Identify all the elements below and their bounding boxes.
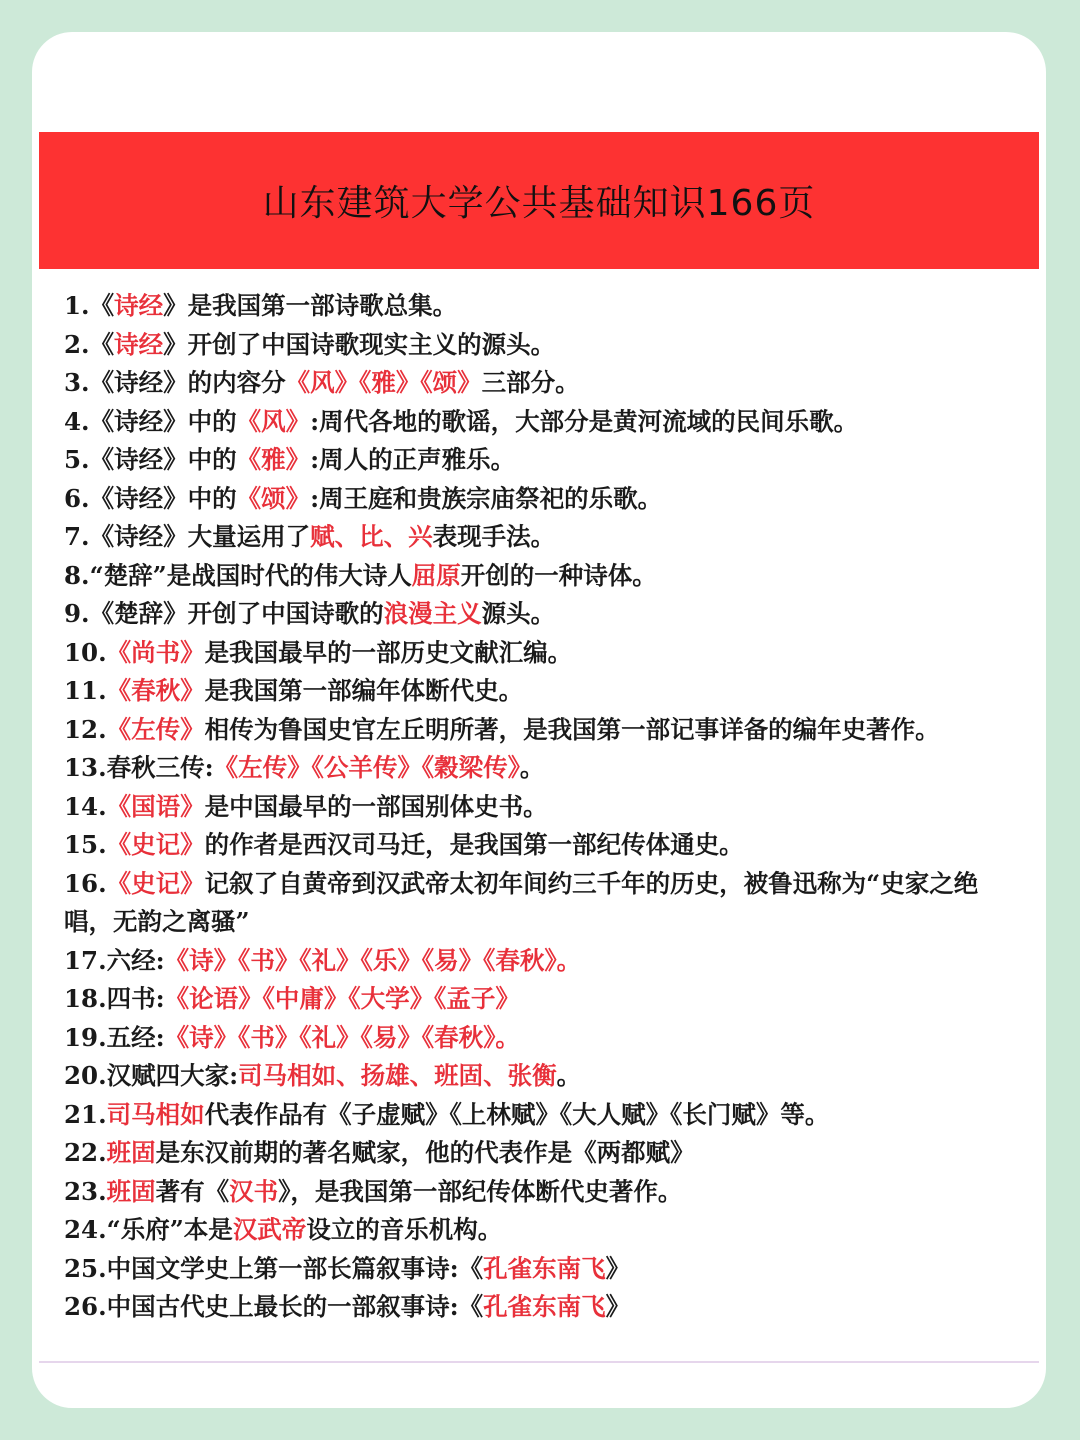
- item-text: 2.《: [64, 329, 115, 359]
- item-text: 代表作品有《子虚赋》《上林赋》《大人赋》《长门赋》等。: [204, 1099, 830, 1129]
- item-text: 》开创了中国诗歌现实主义的源头。: [163, 329, 556, 359]
- list-item: [64, 749, 1004, 788]
- item-text: 10.: [64, 637, 107, 667]
- item-text: 25.中国文学史上第一部长篇叙事诗:《: [64, 1253, 484, 1283]
- item-text: 1.《: [64, 291, 115, 320]
- highlight-text: 屈原: [411, 560, 461, 590]
- item-text: 7.《诗经》大量运用了: [64, 522, 311, 551]
- item-text: 5.《诗经》中的: [64, 445, 237, 474]
- item-text: 8.“楚辞”是战国时代的伟大诗人: [64, 560, 412, 590]
- item-text: 是我国最早的一部历史文献汇编。: [204, 637, 573, 667]
- highlight-text: 《国语》: [106, 791, 205, 821]
- list-item: [64, 480, 1004, 519]
- highlight-text: 班固: [106, 1176, 156, 1206]
- highlight-text: 《诗》《书》《礼》《易》《春秋》。: [164, 1022, 520, 1052]
- item-text: 12.: [64, 714, 107, 744]
- list-item: [64, 403, 1004, 442]
- item-text: 》: [605, 1253, 631, 1283]
- item-text: 是中国最早的一部国别体史书。: [204, 791, 548, 821]
- item-text: 4.《诗经》中的: [64, 406, 237, 436]
- highlight-text: 《雅》: [236, 445, 311, 474]
- list-item: [64, 1250, 1004, 1289]
- item-text: 三部分。: [481, 368, 580, 397]
- list-item: [64, 1173, 1004, 1212]
- content-card: [32, 32, 1046, 1408]
- knowledge-list: [64, 287, 1004, 1327]
- list-item: [64, 1134, 1004, 1173]
- list-item: [64, 634, 1004, 673]
- item-text: 9.《楚辞》开创了中国诗歌的: [64, 599, 384, 628]
- page-title: 山东建筑大学公共基础知识166页: [262, 183, 816, 224]
- item-text: 22.: [64, 1138, 107, 1167]
- highlight-text: 赋、比、兴: [310, 522, 433, 551]
- highlight-text: 《风》: [236, 406, 311, 436]
- item-text: 6.《诗经》中的: [64, 483, 237, 513]
- list-item: [64, 788, 1004, 827]
- item-text: 19.五经:: [64, 1022, 165, 1052]
- bottom-divider: [39, 1361, 1039, 1363]
- highlight-text: 《春秋》: [106, 676, 205, 705]
- item-text: 是东汉前期的著名赋家，他的代表作是《两都赋》: [155, 1138, 695, 1167]
- list-item: [64, 595, 1004, 634]
- highlight-text: 浪漫主义: [383, 599, 482, 628]
- item-text: :周代各地的歌谣，大部分是黄河流域的民间乐歌。: [310, 406, 859, 436]
- highlight-text: 司马相如、扬雄、班固、张衡: [238, 1061, 557, 1090]
- item-text: 26.中国古代史上最长的一部叙事诗:《: [64, 1292, 484, 1321]
- highlight-text: 《史记》: [106, 868, 205, 898]
- item-text: 20.汉赋四大家:: [64, 1061, 239, 1090]
- item-text: 设立的音乐机构。: [306, 1215, 503, 1244]
- list-item: [64, 826, 1004, 865]
- list-item: [64, 1288, 1004, 1327]
- highlight-text: 诗经: [114, 291, 164, 320]
- highlight-text: 《颂》: [236, 483, 311, 513]
- item-text: :周王庭和贵族宗庙祭祀的乐歌。: [310, 483, 663, 513]
- list-item: [64, 1057, 1004, 1096]
- item-text: 源头。: [481, 599, 556, 628]
- highlight-text: 《尚书》: [106, 637, 205, 667]
- item-text: 相传为鲁国史官左丘明所著，是我国第一部记事详备的编年史著作。: [204, 714, 940, 744]
- list-item: [64, 980, 1004, 1019]
- highlight-text: 班固: [106, 1138, 156, 1167]
- item-text: 。: [556, 1061, 582, 1090]
- item-text: 3.《诗经》的内容分: [64, 368, 286, 397]
- item-text: 24.“乐府”本是: [64, 1215, 233, 1244]
- highlight-text: 汉武帝: [232, 1215, 307, 1244]
- list-item: [64, 441, 1004, 480]
- list-item: [64, 1096, 1004, 1135]
- item-text: 》是我国第一部诗歌总集。: [163, 291, 458, 320]
- item-text: 23.: [64, 1176, 107, 1206]
- title-banner: [39, 132, 1039, 269]
- list-item: [64, 364, 1004, 403]
- item-text: 是我国第一部编年体断代史。: [204, 676, 524, 705]
- item-text: 13.春秋三传:: [64, 753, 214, 782]
- item-text: 17.六经:: [64, 945, 165, 975]
- highlight-text: 孔雀东南飞: [483, 1253, 606, 1283]
- item-text: 表现手法。: [432, 522, 556, 551]
- item-text: 18.四书:: [64, 984, 165, 1013]
- item-text: 》，是我国第一部纪传体断代史著作。: [278, 1176, 683, 1206]
- item-text: 16.: [64, 868, 107, 898]
- list-item: [64, 672, 1004, 711]
- list-item: [64, 557, 1004, 596]
- list-item: [64, 326, 1004, 365]
- item-text: 》: [605, 1292, 631, 1321]
- highlight-text: 《诗》《书》《礼》《乐》《易》《春秋》。: [164, 945, 582, 975]
- item-text: 15.: [64, 830, 107, 859]
- highlight-text: 孔雀东南飞: [483, 1292, 606, 1321]
- highlight-text: 《左传》《公羊传》《穀梁传》: [213, 753, 520, 782]
- item-text: 的作者是西汉司马迁，是我国第一部纪传体通史。: [204, 830, 744, 859]
- item-text: 记叙了自黄帝到汉武帝太初年间约三千年的历史，被鲁迅称为“史家之绝唱，无韵之离骚”: [64, 868, 979, 936]
- highlight-text: 《论语》《中庸》《大学》《孟子》: [164, 984, 520, 1013]
- highlight-text: 汉书: [229, 1176, 279, 1206]
- list-item: [64, 865, 1004, 942]
- list-item: [64, 1019, 1004, 1058]
- list-item: [64, 287, 1004, 326]
- highlight-text: 《左传》: [106, 714, 205, 744]
- item-text: :周人的正声雅乐。: [310, 445, 516, 474]
- item-text: 11.: [64, 676, 107, 705]
- item-text: 开创的一种诗体。: [460, 560, 657, 590]
- highlight-text: 《史记》: [106, 830, 205, 859]
- list-item: [64, 711, 1004, 750]
- list-item: [64, 518, 1004, 557]
- highlight-text: 司马相如: [106, 1099, 205, 1129]
- item-text: 。: [519, 753, 545, 782]
- item-text: 著有《: [155, 1176, 230, 1206]
- list-item: [64, 942, 1004, 981]
- item-text: 14.: [64, 791, 107, 821]
- list-item: [64, 1211, 1004, 1250]
- highlight-text: 《风》《雅》《颂》: [285, 368, 482, 397]
- highlight-text: 诗经: [114, 329, 164, 359]
- item-text: 21.: [64, 1099, 107, 1129]
